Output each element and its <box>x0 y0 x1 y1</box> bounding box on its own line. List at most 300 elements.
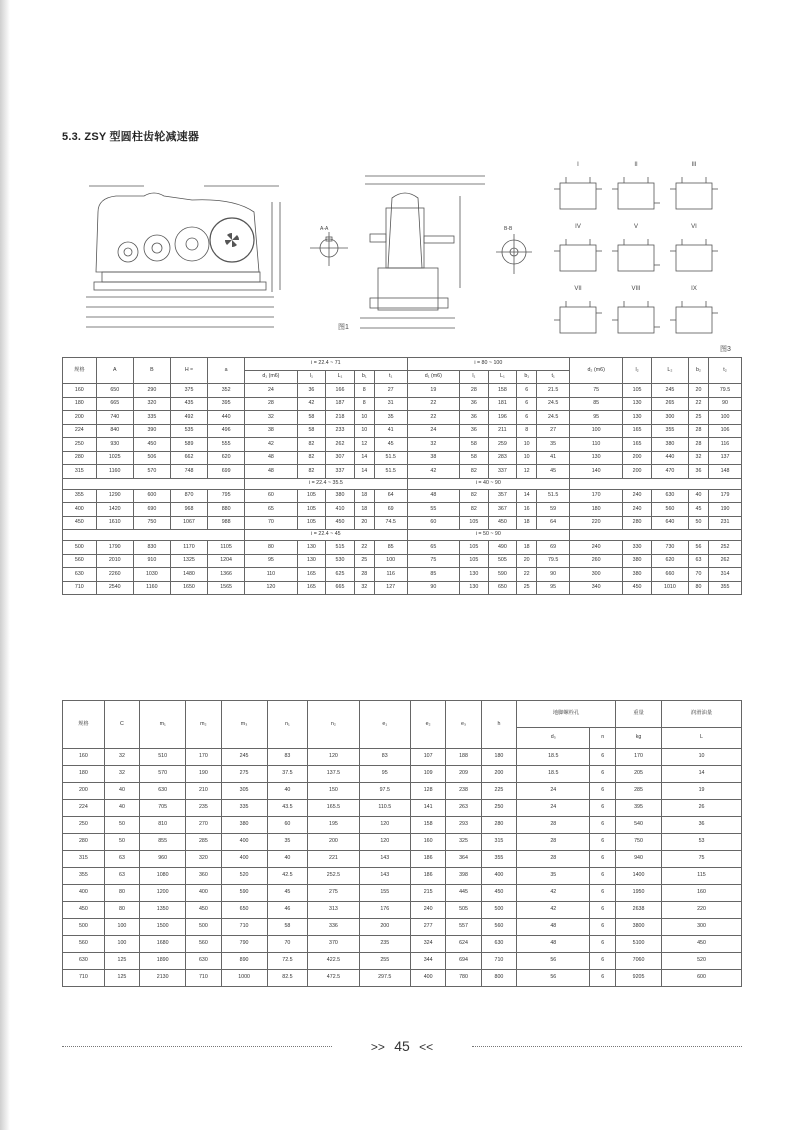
table1-empty-cell <box>570 478 742 489</box>
table-cell: 830 <box>133 541 170 555</box>
table-cell: 750 <box>133 516 170 530</box>
table-cell: 250 <box>63 438 97 452</box>
assembly-form-schematic <box>668 295 720 341</box>
table-cell: 190 <box>186 766 221 783</box>
table-cell: 555 <box>208 438 245 452</box>
table-cell: 240 <box>623 489 652 503</box>
table-cell: 51.5 <box>374 451 407 465</box>
table-cell: 80 <box>245 541 297 555</box>
table-row <box>63 868 742 885</box>
table-cell: 97.5 <box>359 783 410 800</box>
table-cell: 100 <box>374 554 407 568</box>
table-cell: 472.5 <box>308 970 359 987</box>
table-cell: 110 <box>570 438 623 452</box>
table-cell: 200 <box>359 919 410 936</box>
table-cell: 400 <box>221 851 267 868</box>
table-cell: 105 <box>297 503 326 517</box>
table-cell: 505 <box>446 902 481 919</box>
table-cell: 6 <box>590 970 616 987</box>
table-cell: 352 <box>208 384 245 398</box>
table-cell: 19 <box>662 783 742 800</box>
table-cell: 215 <box>410 885 445 902</box>
table-cell: 6 <box>517 384 537 398</box>
table-cell: 600 <box>133 489 170 503</box>
table-cell: 46 <box>267 902 308 919</box>
table-cell: 24 <box>407 424 459 438</box>
table-cell: 1500 <box>140 919 186 936</box>
table-cell: 699 <box>208 465 245 479</box>
table-cell: 260 <box>570 554 623 568</box>
table-cell: 705 <box>140 800 186 817</box>
table-cell: 1030 <box>133 568 170 582</box>
assembly-form-label: II <box>634 162 638 168</box>
table-cell: 364 <box>446 851 481 868</box>
table-cell: 624 <box>446 936 481 953</box>
table2-header-cell: n₁ <box>267 701 308 749</box>
table-cell: 85 <box>407 568 459 582</box>
table-cell: 225 <box>481 783 516 800</box>
table-cell: 450 <box>186 902 221 919</box>
table1-ratio-label: i = 22.4 ~ 45 <box>245 530 407 541</box>
table-row <box>63 489 742 503</box>
table-cell: 505 <box>488 554 517 568</box>
table-cell: 1420 <box>96 503 133 517</box>
table-cell: 100 <box>570 424 623 438</box>
table-cell: 2638 <box>616 902 662 919</box>
table-cell: 187 <box>326 397 355 411</box>
table-cell: 14 <box>662 766 742 783</box>
table-cell: 6 <box>590 902 616 919</box>
table-cell: 127 <box>374 581 407 595</box>
table-cell: 6 <box>590 749 616 766</box>
assembly-form-schematic <box>610 233 662 279</box>
table-cell: 53 <box>662 834 742 851</box>
table1-ratio-label: i = 50 ~ 90 <box>407 530 569 541</box>
table-cell: 170 <box>186 749 221 766</box>
table-cell: 750 <box>616 834 662 851</box>
table-cell: 340 <box>570 581 623 595</box>
table-cell: 48 <box>245 451 297 465</box>
table-cell: 32 <box>407 438 459 452</box>
table-row <box>63 970 742 987</box>
table2-header-cell: 规格 <box>63 701 105 749</box>
table-cell: 395 <box>616 800 662 817</box>
table-cell: 335 <box>221 800 267 817</box>
table-cell: 165 <box>297 581 326 595</box>
table-cell: 400 <box>410 970 445 987</box>
table-cell: 58 <box>460 451 489 465</box>
table-cell: 400 <box>63 503 97 517</box>
table-cell: 840 <box>96 424 133 438</box>
table-cell: 83 <box>359 749 410 766</box>
table1-subheader-cell: d₁ (m6) <box>245 371 297 384</box>
table1-subheader-cell: d₁ (m6) <box>407 371 459 384</box>
figure-1-label: 图1 <box>338 324 349 331</box>
table-cell: 140 <box>570 465 623 479</box>
table1-subheader-cell: b₁ <box>354 371 374 384</box>
table-row <box>63 800 742 817</box>
table-cell: 344 <box>410 953 445 970</box>
table-cell: 6 <box>590 868 616 885</box>
table2-oil-unit: L <box>662 728 742 749</box>
table-cell: 205 <box>616 766 662 783</box>
table-cell: 31 <box>374 397 407 411</box>
table-cell: 115 <box>662 868 742 885</box>
table-cell: 40 <box>267 851 308 868</box>
table-cell: 195 <box>308 817 359 834</box>
table-cell: 38 <box>245 424 297 438</box>
table-cell: 165 <box>297 568 326 582</box>
assembly-form-label: IX <box>691 286 697 292</box>
table-cell: 710 <box>63 970 105 987</box>
table-cell: 45 <box>267 885 308 902</box>
table-cell: 557 <box>446 919 481 936</box>
table-cell: 2540 <box>96 581 133 595</box>
table-cell: 35 <box>537 438 570 452</box>
table-cell: 535 <box>170 424 207 438</box>
table-cell: 1025 <box>96 451 133 465</box>
table-cell: 95 <box>537 581 570 595</box>
table-cell: 95 <box>245 554 297 568</box>
table-cell: 795 <box>208 489 245 503</box>
table-cell: 277 <box>410 919 445 936</box>
table-cell: 6 <box>590 783 616 800</box>
table-cell: 6 <box>517 411 537 425</box>
table-cell: 224 <box>63 800 105 817</box>
table-cell: 100 <box>104 919 139 936</box>
table-cell: 620 <box>208 451 245 465</box>
table-cell: 367 <box>488 503 517 517</box>
table-row <box>63 516 742 530</box>
table-cell: 160 <box>63 749 105 766</box>
table-cell: 315 <box>63 465 97 479</box>
table-cell: 65 <box>407 541 459 555</box>
table-cell: 1067 <box>170 516 207 530</box>
table-cell: 1204 <box>208 554 245 568</box>
table2-header-cell: m₁ <box>140 701 186 749</box>
table-cell: 259 <box>488 438 517 452</box>
table-cell: 280 <box>481 817 516 834</box>
table-cell: 1200 <box>140 885 186 902</box>
table-cell: 116 <box>709 438 742 452</box>
table-cell: 1565 <box>208 581 245 595</box>
table-cell: 32 <box>104 766 139 783</box>
table-cell: 58 <box>267 919 308 936</box>
table-cell: 22 <box>354 541 374 555</box>
table-cell: 130 <box>623 411 652 425</box>
table-cell: 1890 <box>140 953 186 970</box>
table-cell: 48 <box>517 919 590 936</box>
table-cell: 36 <box>460 411 489 425</box>
table-cell: 186 <box>410 868 445 885</box>
table-cell: 235 <box>359 936 410 953</box>
table-cell: 26 <box>662 800 742 817</box>
table-cell: 22 <box>688 397 708 411</box>
table-cell: 375 <box>170 384 207 398</box>
table-cell: 6 <box>590 885 616 902</box>
table-cell: 63 <box>688 554 708 568</box>
table-cell: 24 <box>517 783 590 800</box>
table-cell: 710 <box>63 581 97 595</box>
page-number-block <box>332 1038 472 1054</box>
table-cell: 160 <box>63 384 97 398</box>
table-cell: 55 <box>407 503 459 517</box>
assembly-form-schematic <box>668 171 720 217</box>
table-cell: 8 <box>354 397 374 411</box>
table-cell: 492 <box>170 411 207 425</box>
footer-left-arrows: >> <box>370 1040 385 1054</box>
table1-header-cell: l₂ <box>623 358 652 384</box>
table-cell: 83 <box>267 749 308 766</box>
assembly-forms-grid <box>552 162 720 332</box>
table1-subheader-cell: l₁ <box>297 371 326 384</box>
table-cell: 72.5 <box>267 953 308 970</box>
table-cell: 180 <box>63 397 97 411</box>
table-cell: 780 <box>446 970 481 987</box>
table-cell: 1325 <box>170 554 207 568</box>
table-row <box>63 936 742 953</box>
table-cell: 70 <box>245 516 297 530</box>
table-cell: 28 <box>688 424 708 438</box>
footer-right-arrows: << <box>419 1040 434 1054</box>
table-cell: 640 <box>651 516 688 530</box>
table-cell: 70 <box>267 936 308 953</box>
table-cell: 625 <box>326 568 355 582</box>
table-cell: 8 <box>517 424 537 438</box>
table-cell: 32 <box>245 411 297 425</box>
table-cell: 300 <box>651 411 688 425</box>
table-cell: 450 <box>63 516 97 530</box>
table2-header-cell: e₂ <box>410 701 445 749</box>
assembly-form-schematic <box>610 171 662 217</box>
table-row <box>63 503 742 517</box>
assembly-form-label: VIII <box>631 286 641 292</box>
mounting-weight-table <box>62 700 742 987</box>
table1-subheader-cell: t₁ <box>537 371 570 384</box>
table2-weight-unit: kg <box>616 728 662 749</box>
table-cell: 130 <box>623 397 652 411</box>
table-cell: 1650 <box>170 581 207 595</box>
table-cell: 42 <box>407 465 459 479</box>
assembly-form-figure <box>610 224 662 280</box>
table-cell: 18 <box>517 516 537 530</box>
table-cell: 280 <box>623 516 652 530</box>
table-cell: 570 <box>140 766 186 783</box>
table-cell: 445 <box>446 885 481 902</box>
table-cell: 245 <box>651 384 688 398</box>
table-cell: 410 <box>326 503 355 517</box>
table-cell: 910 <box>133 554 170 568</box>
table-cell: 79.5 <box>709 384 742 398</box>
table-cell: 60 <box>407 516 459 530</box>
table-cell: 1290 <box>96 489 133 503</box>
table-row <box>63 568 742 582</box>
table-cell: 500 <box>481 902 516 919</box>
table-cell: 25 <box>354 554 374 568</box>
table-cell: 263 <box>446 800 481 817</box>
table2-subheader-cell: d₃ <box>517 728 590 749</box>
table-cell: 988 <box>208 516 245 530</box>
section-a-a-label: A-A <box>320 226 329 232</box>
table-cell: 400 <box>481 868 516 885</box>
table-cell: 190 <box>709 503 742 517</box>
table-cell: 275 <box>308 885 359 902</box>
table-cell: 200 <box>481 766 516 783</box>
table-cell: 355 <box>651 424 688 438</box>
section-a-a-drawing <box>306 222 352 272</box>
table-cell: 36 <box>662 817 742 834</box>
table-cell: 42 <box>297 397 326 411</box>
table-cell: 630 <box>481 936 516 953</box>
table-cell: 19 <box>407 384 459 398</box>
table1-subheader-cell: b₁ <box>517 371 537 384</box>
assembly-form-figure <box>668 286 720 342</box>
table-cell: 24.5 <box>537 411 570 425</box>
table-cell: 18 <box>517 541 537 555</box>
table-cell: 240 <box>623 503 652 517</box>
table-cell: 176 <box>359 902 410 919</box>
table-cell: 337 <box>488 465 517 479</box>
table-cell: 137 <box>709 451 742 465</box>
table-cell: 280 <box>63 834 105 851</box>
table-cell: 82.5 <box>267 970 308 987</box>
table-cell: 650 <box>96 384 133 398</box>
dimensions-table <box>62 357 742 595</box>
table-cell: 1160 <box>96 465 133 479</box>
table1-header-cell: A <box>96 358 133 384</box>
table-cell: 262 <box>709 554 742 568</box>
table-cell: 95 <box>570 411 623 425</box>
table-cell: 710 <box>221 919 267 936</box>
table-cell: 60 <box>267 817 308 834</box>
table-cell: 235 <box>186 800 221 817</box>
table-row <box>63 766 742 783</box>
table2-weight-header: 重量 <box>616 701 662 728</box>
table-cell: 314 <box>709 568 742 582</box>
table-cell: 180 <box>570 503 623 517</box>
table-cell: 40 <box>104 800 139 817</box>
table-cell: 90 <box>537 568 570 582</box>
table-cell: 520 <box>221 868 267 885</box>
table-cell: 320 <box>133 397 170 411</box>
table-cell: 880 <box>208 503 245 517</box>
table-cell: 336 <box>308 919 359 936</box>
table-cell: 1400 <box>616 868 662 885</box>
table-cell: 2010 <box>96 554 133 568</box>
table-cell: 305 <box>221 783 267 800</box>
table-cell: 120 <box>245 581 297 595</box>
page-binding-shadow <box>0 0 10 1130</box>
table-cell: 48 <box>407 489 459 503</box>
table-cell: 200 <box>63 783 105 800</box>
table-cell: 422.5 <box>308 953 359 970</box>
table-cell: 630 <box>140 783 186 800</box>
table-cell: 630 <box>186 953 221 970</box>
table-cell: 120 <box>359 817 410 834</box>
assembly-form-label: III <box>691 162 697 168</box>
table-row <box>63 919 742 936</box>
table-cell: 220 <box>570 516 623 530</box>
section-b-b-label: B-B <box>504 226 513 232</box>
table-cell: 325 <box>446 834 481 851</box>
table-cell: 75 <box>570 384 623 398</box>
table-cell: 22 <box>407 411 459 425</box>
table-cell: 143 <box>359 868 410 885</box>
table-cell: 560 <box>63 936 105 953</box>
table1-empty-cell <box>63 530 245 541</box>
table-cell: 357 <box>488 489 517 503</box>
table-cell: 435 <box>170 397 207 411</box>
table-row <box>63 424 742 438</box>
table-row <box>63 581 742 595</box>
table-cell: 64 <box>374 489 407 503</box>
table-row <box>63 749 742 766</box>
table-cell: 56 <box>517 953 590 970</box>
table1-ratio-row <box>63 530 742 541</box>
table-cell: 320 <box>186 851 221 868</box>
table-cell: 22 <box>407 397 459 411</box>
table-cell: 250 <box>63 817 105 834</box>
table-cell: 28 <box>517 834 590 851</box>
table-cell: 380 <box>326 489 355 503</box>
table2-header-cell: n₂ <box>308 701 359 749</box>
table-cell: 570 <box>133 465 170 479</box>
table-cell: 662 <box>170 451 207 465</box>
table1-empty-cell <box>570 530 742 541</box>
table-row <box>63 902 742 919</box>
table2-bolt-group-header: 地脚螺栓孔 <box>517 701 616 728</box>
table-cell: 36 <box>297 384 326 398</box>
table-cell: 630 <box>63 953 105 970</box>
table-cell: 307 <box>326 451 355 465</box>
figure-3-label: 图3 <box>720 346 731 353</box>
table-cell: 6 <box>590 953 616 970</box>
table-cell: 1080 <box>140 868 186 885</box>
table-cell: 85 <box>374 541 407 555</box>
table-cell: 64 <box>537 516 570 530</box>
table-cell: 490 <box>488 541 517 555</box>
table-cell: 300 <box>570 568 623 582</box>
table1-header-cell: H ≈ <box>170 358 207 384</box>
table-cell: 100 <box>709 411 742 425</box>
footer-dotted-rule-right <box>472 1046 742 1047</box>
table-cell: 120 <box>359 834 410 851</box>
table-cell: 650 <box>488 581 517 595</box>
table-row <box>63 411 742 425</box>
table-cell: 694 <box>446 953 481 970</box>
table-cell: 520 <box>662 953 742 970</box>
front-view-drawing <box>84 172 284 332</box>
table-cell: 130 <box>460 581 489 595</box>
table-cell: 337 <box>326 465 355 479</box>
table-cell: 285 <box>616 783 662 800</box>
table-cell: 500 <box>63 541 97 555</box>
table-cell: 180 <box>481 749 516 766</box>
assembly-form-label: I <box>577 162 579 168</box>
table2-header-cell: e₁ <box>359 701 410 749</box>
table-cell: 238 <box>446 783 481 800</box>
table1-subheader-cell: L₁ <box>326 371 355 384</box>
table-cell: 10 <box>354 411 374 425</box>
table-cell: 24 <box>245 384 297 398</box>
table1-ratio-label: i = 40 ~ 90 <box>407 478 569 489</box>
table-cell: 6 <box>590 919 616 936</box>
table-cell: 18.5 <box>517 766 590 783</box>
table-cell: 630 <box>651 489 688 503</box>
table-cell: 40 <box>688 489 708 503</box>
table-row <box>63 783 742 800</box>
table-cell: 95 <box>359 766 410 783</box>
